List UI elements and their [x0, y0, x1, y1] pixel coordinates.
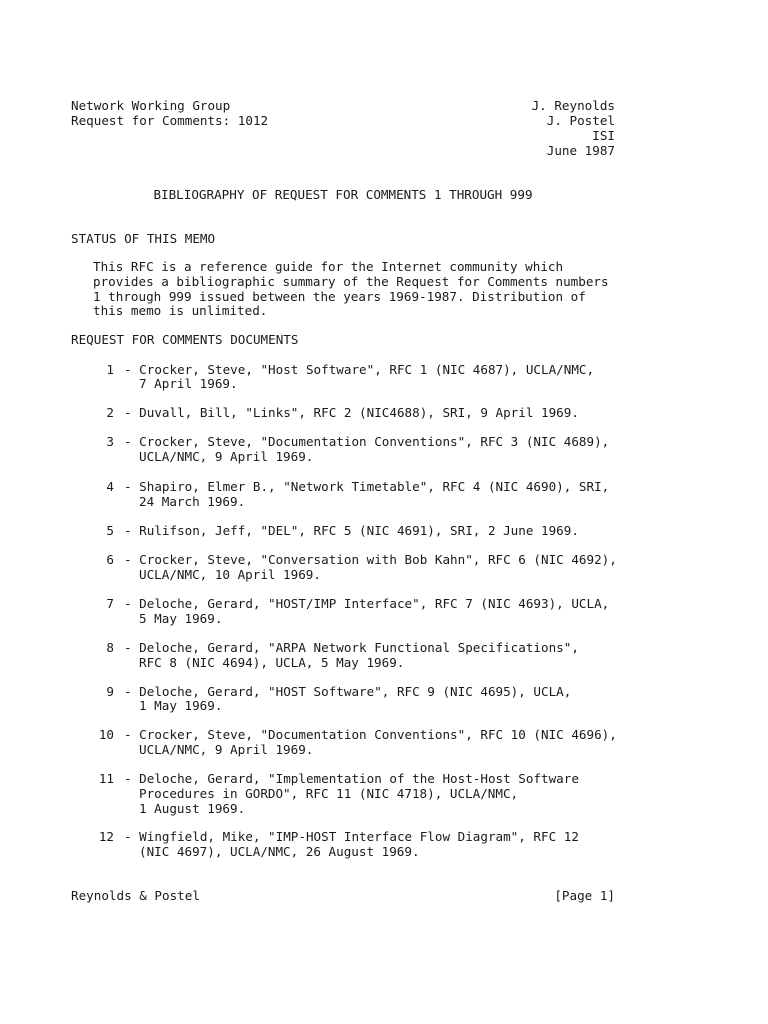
status-paragraph-line: this memo is unlimited.	[93, 303, 268, 318]
entry-text: UCLA/NMC, 10 April 1969.	[139, 567, 321, 582]
entry-number: 9	[106, 684, 114, 699]
documents-heading: REQUEST FOR COMMENTS DOCUMENTS	[71, 332, 299, 347]
entry-text: (NIC 4697), UCLA/NMC, 26 August 1969.	[139, 844, 420, 859]
entry-text: - Deloche, Gerard, "Implementation of the Host-Host Software	[124, 771, 579, 786]
entry-number: 12	[98, 829, 114, 844]
entry-text: - Crocker, Steve, "Host Software", RFC 1 (NIC 4687), UCLA/NMC,	[124, 362, 595, 377]
entry-text: - Deloche, Gerard, "HOST Software", RFC 9 (NIC 4695), UCLA,	[124, 684, 572, 699]
entry-text: 5 May 1969.	[139, 611, 223, 626]
entry-number: 10	[98, 727, 114, 742]
entry-text: - Crocker, Steve, "Documentation Conventions", RFC 10 (NIC 4696),	[124, 727, 617, 742]
entry-text: UCLA/NMC, 9 April 1969.	[139, 742, 314, 757]
entry-text: - Duvall, Bill, "Links", RFC 2 (NIC4688), SRI, 9 April 1969.	[124, 405, 579, 420]
entry-number: 2	[106, 405, 114, 420]
entry-number: 3	[106, 434, 114, 449]
document-title: BIBLIOGRAPHY OF REQUEST FOR COMMENTS 1 THROUGH 999	[153, 187, 533, 202]
footer-authors: Reynolds & Postel	[71, 888, 200, 903]
entry-text: 7 April 1969.	[139, 376, 238, 391]
header-institution: ISI	[592, 128, 615, 143]
entry-text: - Rulifson, Jeff, "DEL", RFC 5 (NIC 4691), SRI, 2 June 1969.	[124, 523, 579, 538]
footer-page-number: [Page 1]	[554, 888, 615, 903]
entry-number: 5	[106, 523, 114, 538]
entry-text: UCLA/NMC, 9 April 1969.	[139, 449, 314, 464]
entry-text: - Deloche, Gerard, "HOST/IMP Interface", RFC 7 (NIC 4693), UCLA,	[124, 596, 610, 611]
entry-number: 1	[106, 362, 114, 377]
entry-text: - Crocker, Steve, "Conversation with Bob Kahn", RFC 6 (NIC 4692),	[124, 552, 617, 567]
header-org: Network Working Group	[71, 98, 231, 113]
status-paragraph-line: provides a bibliographic summary of the Request for Comments numbers	[93, 274, 609, 289]
status-paragraph-line: This RFC is a reference guide for the Internet community which	[93, 259, 564, 274]
status-heading: STATUS OF THIS MEMO	[71, 231, 216, 246]
entry-text: RFC 8 (NIC 4694), UCLA, 5 May 1969.	[139, 655, 405, 670]
header-date: June 1987	[546, 143, 615, 158]
entry-number: 4	[106, 479, 114, 494]
entry-number: 11	[98, 771, 114, 786]
entry-number: 8	[106, 640, 114, 655]
header-author-2: J. Postel	[546, 113, 615, 128]
entry-text: - Deloche, Gerard, "ARPA Network Functional Specifications",	[124, 640, 579, 655]
entry-text: Procedures in GORDO", RFC 11 (NIC 4718), UCLA/NMC,	[139, 786, 519, 801]
entry-text: 1 August 1969.	[139, 801, 246, 816]
entry-text: 24 March 1969.	[139, 494, 246, 509]
entry-text: 1 May 1969.	[139, 698, 223, 713]
status-paragraph-line: 1 through 999 issued between the years 1969-1987. Distribution of	[93, 289, 586, 304]
header-author-1: J. Reynolds	[531, 98, 615, 113]
entry-text: - Wingfield, Mike, "IMP-HOST Interface Flow Diagram", RFC 12	[124, 829, 579, 844]
entry-text: - Shapiro, Elmer B., "Network Timetable", RFC 4 (NIC 4690), SRI,	[124, 479, 610, 494]
entry-text: - Crocker, Steve, "Documentation Conventions", RFC 3 (NIC 4689),	[124, 434, 610, 449]
entry-number: 6	[106, 552, 114, 567]
header-rfc-number: Request for Comments: 1012	[71, 113, 269, 128]
entry-number: 7	[106, 596, 114, 611]
